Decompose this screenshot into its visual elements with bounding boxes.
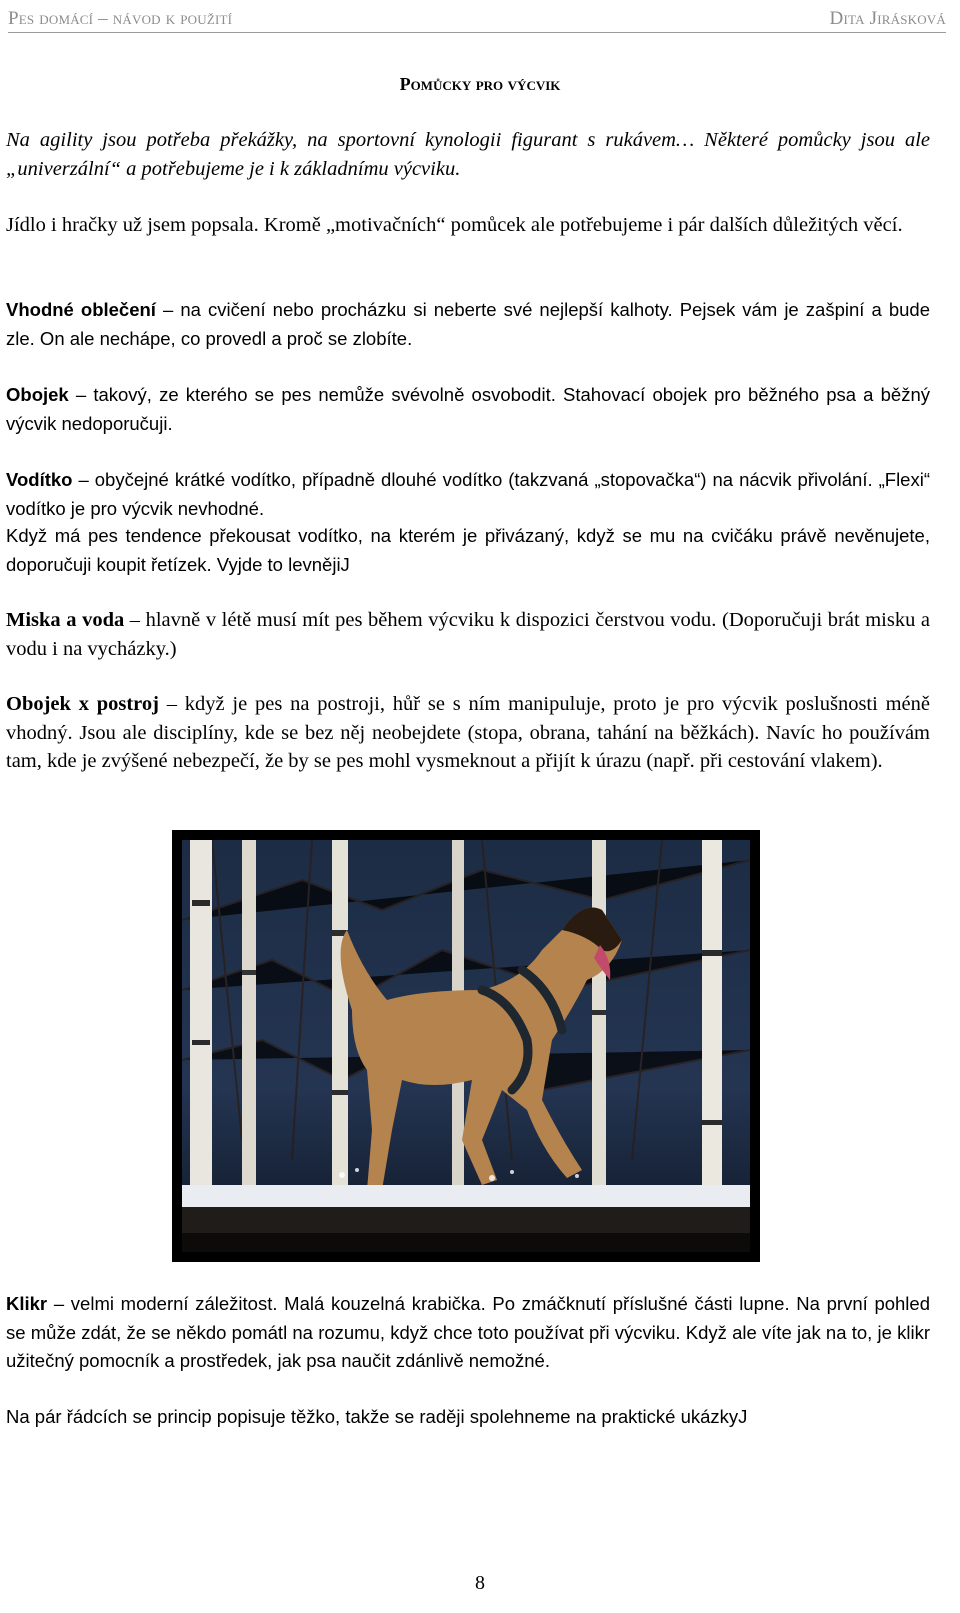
item-term: Miska a voda <box>6 609 125 631</box>
item-clicker <box>6 1290 930 1376</box>
item-text: Na pár řádcích se princip popisuje těžko, takže se raději spolehneme na praktické ukázkyJ <box>6 1406 748 1427</box>
item-leash <box>6 466 930 523</box>
intro-paragraph-2: Jídlo i hračky už jsem popsala. Kromě „motivačních“ pomůcek ale potřebujeme i pár dalších důležitých věcí. <box>6 214 903 236</box>
item-text: – velmi moderní záležitost. Malá kouzelná krabička. Po zmáčknutí příslušné části lupne. Na první pohled se může zdát, že se někdo pomátl na rozumu, když chce toto používat při výcviku. Když ale víte jak na to, je klikr užitečný pomocník a prostředek, jak psa naučit zdánlivě nemožné. <box>6 1293 930 1371</box>
item-term: Vodítko <box>6 469 73 490</box>
item-text: – když je pes na postroji, hůř se s ním manipuluje, proto je pro výcvik poslušnosti méně vhodný. Jsou ale disciplíny, kde se bez něj neobejdete (stopa, obrana, tahání na běžkách). Navíc ho používám tam, kde je zvýšené nebezpečí, že by se pes mohl vysmeknout a přijít k úrazu (např. při cestování vlakem). <box>6 693 930 772</box>
header-title: Pes domácí – návod k použití <box>8 8 233 29</box>
item-term: Vhodné oblečení <box>6 299 156 320</box>
page-number: 8 <box>475 1572 485 1594</box>
dog-photo <box>172 830 760 1262</box>
dog-photo-illustration <box>182 840 750 1252</box>
item-text: Když má pes tendence překousat vodítko, na kterém je přivázaný, když se mu na cvičáku právě nevěnujete, doporučuji koupit řetízek. Vyjde to levnějiJ <box>6 525 930 575</box>
page-header <box>8 6 946 33</box>
item-term: Obojek x postroj <box>6 693 159 715</box>
item-harness <box>6 690 930 776</box>
item-term: Obojek <box>6 384 69 405</box>
item-term: Klikr <box>6 1293 48 1314</box>
item-clothing <box>6 296 930 353</box>
item-bowl <box>6 606 930 663</box>
header-author: Dita Jirásková <box>829 8 946 29</box>
section-title: Pomůcky pro výcvik <box>399 74 561 94</box>
item-clicker-note <box>6 1403 930 1432</box>
item-text: – obyčejné krátké vodítko, případně dlouhé vodítko (takzvaná „stopovačka“) na nácvik přivolání. „Flexi“ vodítko je pro výcvik nevhodné. <box>6 469 930 519</box>
item-text: – hlavně v létě musí mít pes během výcviku k dispozici čerstvou vodu. (Doporučuji brát misku a vodu i na vycházky.) <box>6 609 930 660</box>
item-chain-note <box>6 522 930 579</box>
item-collar <box>6 381 930 438</box>
item-text: – takový, ze kterého se pes nemůže svévolně osvobodit. Stahovací obojek pro běžného psa a běžný výcvik nedoporučuji. <box>6 384 930 434</box>
item-text: – na cvičení nebo procházku si neberte své nejlepší kalhoty. Pejsek vám je zašpiní a bude zle. On ale nechápe, co provedl a proč se zlobíte. <box>6 299 930 349</box>
intro-paragraph: Na agility jsou potřeba překážky, na sportovní kynologii figurant s rukávem… Některé pomůcky jsou ale „univerzální“ a potřebujeme je i k základnímu výcviku. <box>6 129 930 180</box>
